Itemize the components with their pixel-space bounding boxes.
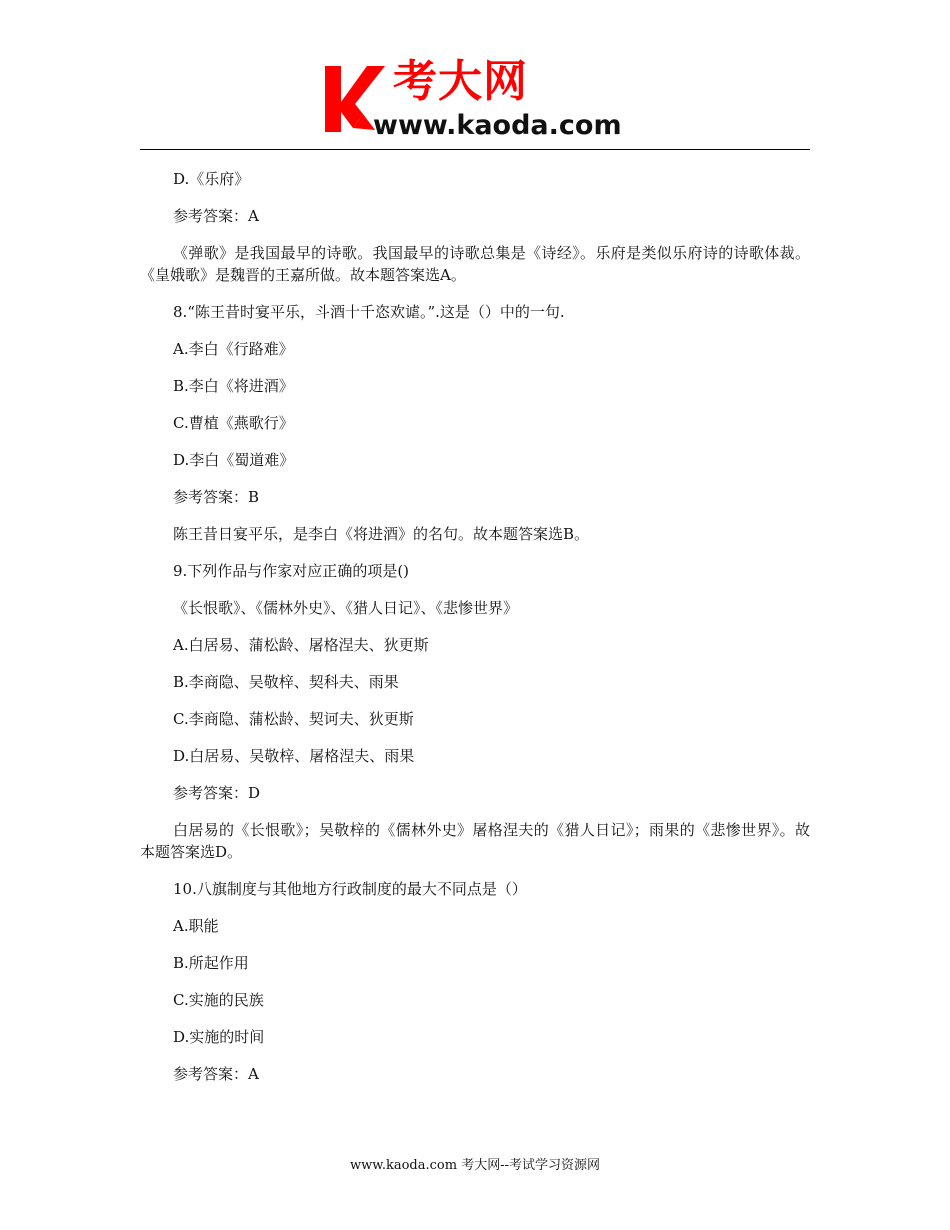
- explanation-line: 陈王昔日宴平乐，是李白《将进酒》的名句。故本题答案选B。: [173, 525, 590, 543]
- option-b: B.所起作用: [173, 954, 249, 972]
- option-b: B.李商隐、吴敬梓、契科夫、雨果: [173, 673, 399, 691]
- header-divider: [140, 149, 810, 150]
- option-c: C.李商隐、蒲松龄、契诃夫、狄更斯: [173, 710, 414, 728]
- kaoda-logo: [323, 56, 643, 144]
- page-header: [0, 0, 950, 152]
- option-a: A.白居易、蒲松龄、屠格涅夫、狄更斯: [173, 636, 429, 654]
- answer-line: 参考答案：A: [173, 1065, 259, 1083]
- explanation-paragraph: 《弹歌》是我国最早的诗歌。我国最早的诗歌总集是《诗经》。乐府是类似乐府诗的诗歌体裁。《皇娥歌》是魏晋的王嘉所做。故本题答案选A。: [140, 244, 810, 284]
- explanation-paragraph: 白居易的《长恨歌》；吴敬梓的《儒林外史》屠格涅夫的《猎人日记》；雨果的《悲惨世界》。故本题答案选D。: [140, 821, 810, 861]
- page-footer: www.kaoda.com 考大网--考试学习资源网: [350, 1158, 600, 1173]
- question-10: 10.八旗制度与其他地方行政制度的最大不同点是（）: [173, 880, 527, 898]
- question-9: 9.下列作品与作家对应正确的项是(): [173, 562, 410, 580]
- option-d: D.李白《蜀道难》: [173, 451, 295, 469]
- answer-line: 参考答案：D: [173, 784, 261, 802]
- option-c: C.实施的民族: [173, 991, 264, 1009]
- question-8: 8.“陈王昔时宴平乐，斗酒十千恣欢谑。”.这是（）中的一句.: [173, 303, 565, 321]
- document-body: [140, 168, 810, 1100]
- text-line: D.《乐府》: [173, 170, 250, 188]
- logo-url-text: www.kaoda.com: [373, 110, 622, 141]
- option-c: C.曹植《燕歌行》: [173, 414, 294, 432]
- option-a: A.职能: [173, 917, 219, 935]
- answer-line: 参考答案：B: [173, 488, 260, 506]
- option-d: D.白居易、吴敬梓、屠格涅夫、雨果: [173, 747, 415, 765]
- answer-line: 参考答案：A: [173, 207, 259, 225]
- option-b: B.李白《将进酒》: [173, 377, 294, 395]
- option-a: A.李白《行路难》: [173, 340, 294, 358]
- option-d: D.实施的时间: [173, 1028, 265, 1046]
- question-9-works: 《长恨歌》、《儒林外史》、《猎人日记》、《悲惨世界》: [173, 599, 519, 617]
- logo-brand-text: 考大网: [393, 56, 528, 107]
